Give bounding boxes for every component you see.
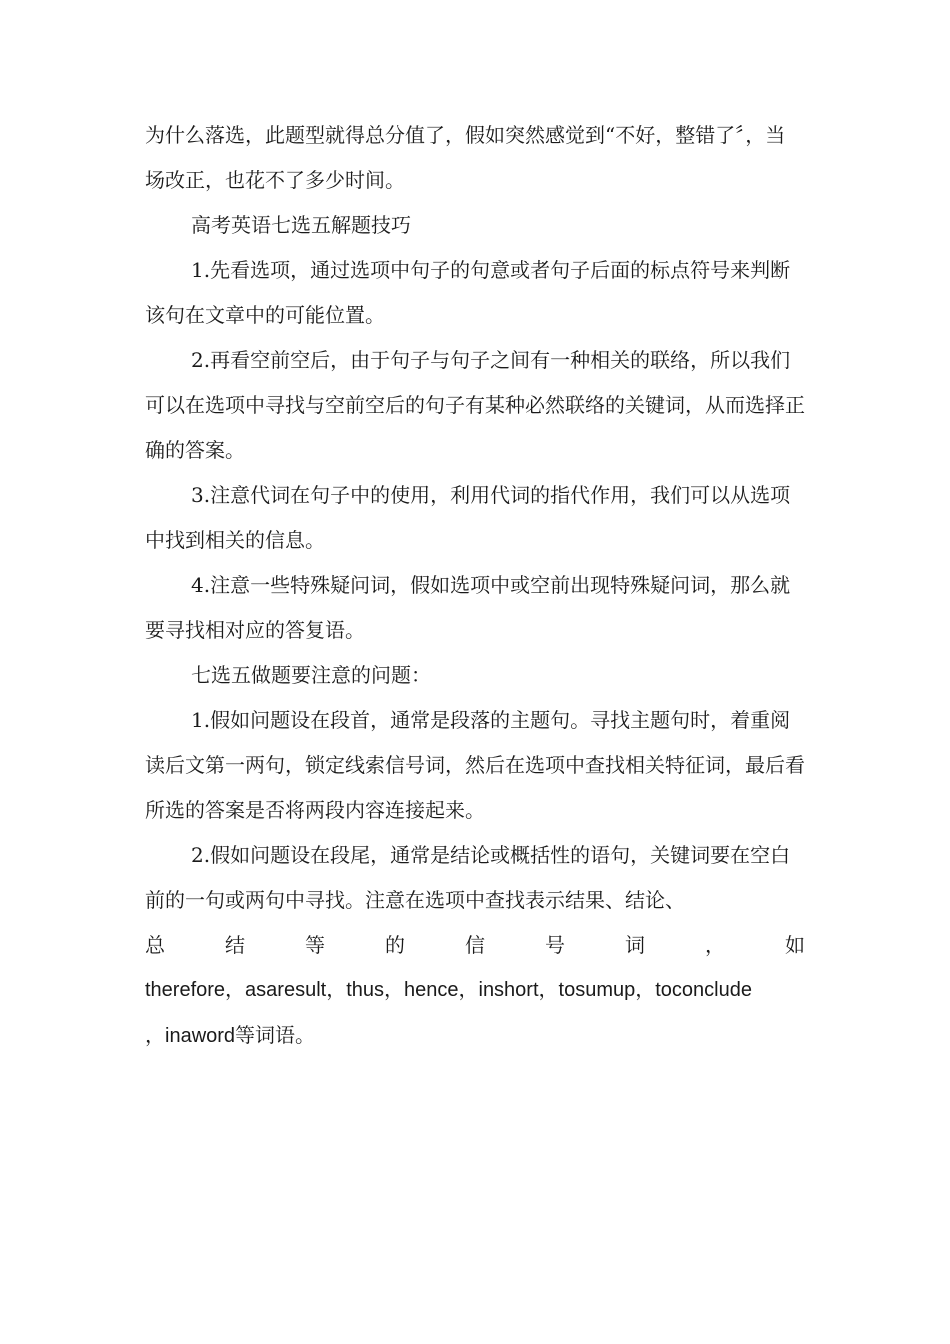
spread-char: 号: [545, 933, 565, 957]
spread-char: 词: [625, 933, 645, 957]
tip-paragraph-4: 4.注意一些特殊疑问词，假如选项中或空前出现特殊疑问词，那么就要寻找相对应的答复语。: [145, 573, 791, 642]
spread-char: 总: [145, 933, 165, 957]
section-heading-notes: 七选五做题要注意的问题：: [191, 663, 431, 687]
note-paragraph-2-tail: [145, 1013, 805, 1059]
spread-char: 的: [385, 933, 405, 957]
spread-char: ，: [705, 933, 725, 957]
note-paragraph-1: 1.假如问题设在段首，通常是段落的主题句。寻找主题句时，着重阅读后文第一两句，锁定线索信号词，然后在选项中查找相关特征词，最后看所选的答案是否将两段内容连接起来。: [145, 708, 805, 822]
tail-text: 等词语。: [235, 1023, 316, 1047]
note-paragraph-2-lead: 2.假如问题设在段尾，通常是结论或概括性的语句，关键词要在空白前的一句或两句中寻找。注意在选项中查找表示结果、结论、: [145, 843, 791, 912]
tip-paragraph-3: 3.注意代词在句子中的使用，利用代词的指代作用，我们可以从选项中找到相关的信息。: [145, 483, 791, 552]
document-body: [145, 113, 805, 1059]
spread-char: 信: [465, 933, 485, 957]
spread-char: 等: [305, 933, 325, 957]
note-paragraph-2-spread-line: [145, 923, 805, 968]
spread-char: 结: [225, 933, 245, 957]
tip-paragraph-1: 1.先看选项，通过选项中句子的句意或者句子后面的标点符号来判断该句在文章中的可能位置。: [145, 258, 791, 327]
spread-char: 如: [785, 933, 805, 957]
section-heading-tips: 高考英语七选五解题技巧: [191, 213, 411, 237]
paragraph-continuation: 为什么落选，此题型就得总分值了，假如突然感觉到“不好，整错了〞，当场改正，也花不了多少时间。: [145, 123, 786, 192]
tip-paragraph-2: 2.再看空前空后，由于句子与句子之间有一种相关的联络，所以我们可以在选项中寻找与空前空后的句子有某种必然联络的关键词，从而选择正确的答案。: [145, 348, 805, 462]
tail-keyword: ，inaword: [145, 1025, 236, 1047]
note-paragraph-2-keywords: therefore，asaresult，thus，hence，inshort，tosumup，toconclude: [145, 979, 752, 1001]
